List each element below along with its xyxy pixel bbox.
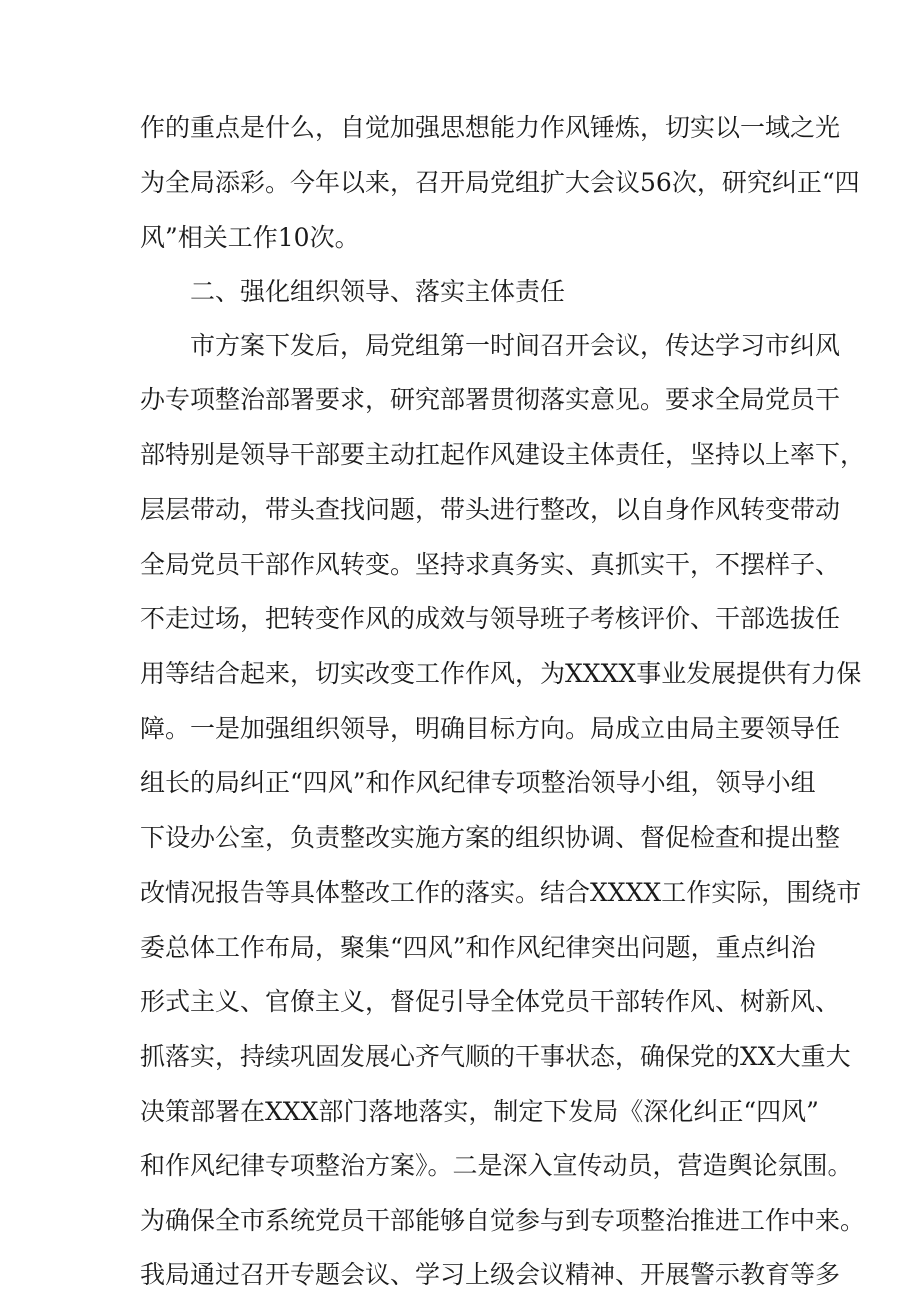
paragraph-1-line-1: 作的重点是什么，自觉加强思想能力作风锤炼，切实以一域之光 <box>140 113 841 142</box>
paragraph-2-line-10: 下设办公室，负责整改实施方案的组织协调、督促检查和提出整 <box>140 823 841 852</box>
paragraph-1-line-3: 风”相关工作10次。 <box>140 223 360 252</box>
paragraph-2-line-3: 部特别是领导干部要主动扛起作风建设主体责任，坚持以上率下， <box>140 440 866 469</box>
paragraph-2-line-4: 层层带动，带头查找问题，带头进行整改，以自身作风转变带动 <box>140 495 841 524</box>
paragraph-2-line-1: 市方案下发后，局党组第一时间召开会议，传达学习市纠风 <box>190 331 841 360</box>
paragraph-2-line-2: 办专项整治部署要求，研究部署贯彻落实意见。要求全局党员干 <box>140 385 841 414</box>
paragraph-2-line-6: 不走过场，把转变作风的成效与领导班子考核评价、干部选拔任 <box>140 604 841 633</box>
paragraph-2-line-18: 我局通过召开专题会议、学习上级会议精神、开展警示教育等多 <box>140 1260 841 1289</box>
paragraph-2-line-17: 为确保全市系统党员干部能够自觉参与到专项整治推进工作中来。 <box>140 1206 866 1235</box>
paragraph-1-line-2: 为全局添彩。今年以来，召开局党组扩大会议56次，研究纠正“四 <box>140 168 860 197</box>
paragraph-2-line-13: 形式主义、官僚主义，督促引导全体党员干部转作风、树新风、 <box>140 987 841 1016</box>
paragraph-2-line-12: 委总体工作布局，聚集“四风”和作风纪律突出问题，重点纠治 <box>140 933 816 962</box>
paragraph-2-line-5: 全局党员干部作风转变。坚持求真务实、真抓实干，不摆样子、 <box>140 550 841 579</box>
paragraph-2-line-8: 障。一是加强组织领导，明确目标方向。局成立由局主要领导任 <box>140 714 841 743</box>
paragraph-2-line-7: 用等结合起来，切实改变工作作风，为XXXX事业发展提供有力保 <box>140 659 862 688</box>
paragraph-2-line-11: 改情况报告等具体整改工作的落实。结合XXXX工作实际，围绕市 <box>140 878 862 907</box>
paragraph-2-line-9: 组长的局纠正“四风”和作风纪律专项整治领导小组，领导小组 <box>140 768 816 797</box>
paragraph-2-line-16: 和作风纪律专项整治方案》。二是深入宣传动员，营造舆论氛围。 <box>140 1151 853 1180</box>
section-heading: 二、强化组织领导、落实主体责任 <box>190 277 566 306</box>
paragraph-2-line-14: 抓落实，持续巩固发展心齐气顺的干事状态，确保党的XX大重大 <box>140 1042 851 1071</box>
paragraph-2-line-15: 决策部署在XXX部门落地落实，制定下发局《深化纠正“四风” <box>140 1097 819 1126</box>
